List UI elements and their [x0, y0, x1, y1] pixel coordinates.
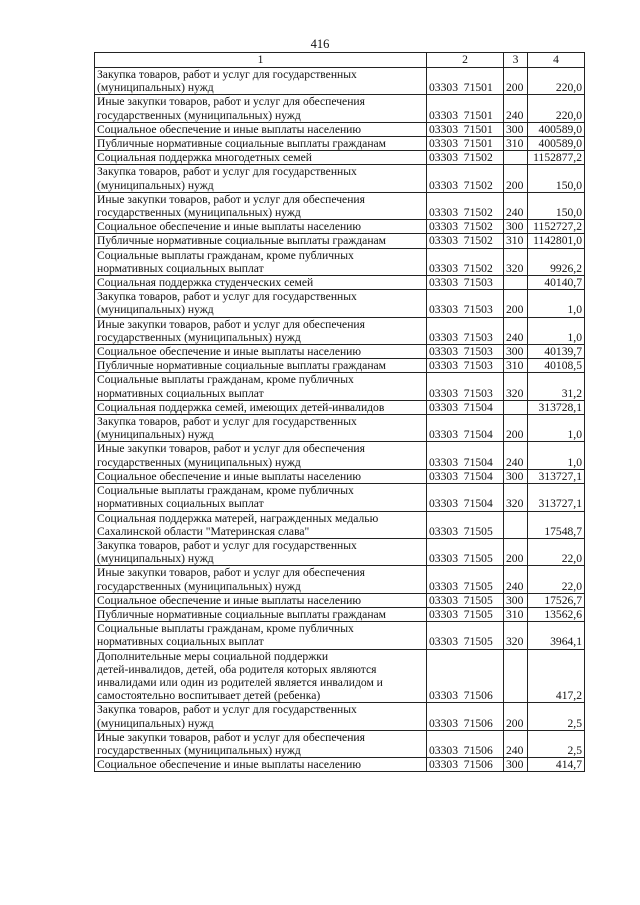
table-row: [95, 234, 585, 248]
expense-type-cell: 200: [504, 290, 528, 317]
target-code-cell: 03303 71502: [427, 165, 504, 192]
item-name-cell: Социальные выплаты гражданам, кроме публичных нормативных социальных выплат: [95, 622, 427, 649]
item-name-cell: Иные закупки товаров, работ и услуг для обеспечения государственных (муниципальных) нужд: [95, 192, 427, 219]
amount-cell: 2,5: [528, 703, 585, 730]
target-code-cell: 03303 71504: [427, 400, 504, 414]
amount-cell: 400589,0: [528, 137, 585, 151]
table-row: [95, 607, 585, 621]
table-row: [95, 415, 585, 442]
item-name-cell: Социальные выплаты гражданам, кроме публичных нормативных социальных выплат: [95, 373, 427, 400]
table-row: [95, 345, 585, 359]
table-row: [95, 373, 585, 400]
expense-type-cell: 200: [504, 415, 528, 442]
amount-cell: 220,0: [528, 68, 585, 95]
target-code-cell: 03303 71501: [427, 137, 504, 151]
item-name-cell: Социальное обеспечение и иные выплаты населению: [95, 122, 427, 136]
item-name-cell: Иные закупки товаров, работ и услуг для обеспечения государственных (муниципальных) нужд: [95, 730, 427, 757]
expense-type-cell: 320: [504, 484, 528, 511]
table-row: [95, 151, 585, 165]
item-name-cell: Иные закупки товаров, работ и услуг для обеспечения государственных (муниципальных) нужд: [95, 95, 427, 122]
target-code-cell: 03303 71502: [427, 220, 504, 234]
item-name-cell: Иные закупки товаров, работ и услуг для обеспечения государственных (муниципальных) нужд: [95, 317, 427, 344]
amount-cell: 417,2: [528, 649, 585, 703]
target-code-cell: 03303 71502: [427, 234, 504, 248]
item-name-cell: Иные закупки товаров, работ и услуг для обеспечения государственных (муниципальных) нужд: [95, 442, 427, 469]
item-name-cell: Социальные выплаты гражданам, кроме публичных нормативных социальных выплат: [95, 248, 427, 275]
item-name-cell: Закупка товаров, работ и услуг для государственных (муниципальных) нужд: [95, 538, 427, 565]
table-row: [95, 68, 585, 95]
target-code-cell: 03303 71505: [427, 538, 504, 565]
amount-cell: 1,0: [528, 290, 585, 317]
amount-cell: 1152877,2: [528, 151, 585, 165]
amount-cell: 150,0: [528, 165, 585, 192]
target-code-cell: 03303 71505: [427, 607, 504, 621]
item-name-cell: Социальное обеспечение и иные выплаты населению: [95, 469, 427, 483]
item-name-cell: Социальные выплаты гражданам, кроме публичных нормативных социальных выплат: [95, 484, 427, 511]
amount-cell: 1,0: [528, 317, 585, 344]
expense-type-cell: 300: [504, 469, 528, 483]
target-code-cell: 03303 71506: [427, 758, 504, 772]
expense-type-cell: 320: [504, 248, 528, 275]
target-code-cell: 03303 71506: [427, 649, 504, 703]
item-name-cell: Закупка товаров, работ и услуг для государственных (муниципальных) нужд: [95, 165, 427, 192]
target-code-cell: 03303 71501: [427, 68, 504, 95]
amount-cell: 40139,7: [528, 345, 585, 359]
amount-cell: 22,0: [528, 566, 585, 593]
item-name-cell: Социальная поддержка матерей, награжденных медалью Сахалинской области "Материнская слава": [95, 511, 427, 538]
item-name-cell: Закупка товаров, работ и услуг для государственных (муниципальных) нужд: [95, 68, 427, 95]
amount-cell: 1152727,2: [528, 220, 585, 234]
column-header: 4: [528, 53, 585, 68]
budget-table: [94, 52, 585, 772]
table-row: [95, 703, 585, 730]
target-code-cell: 03303 71503: [427, 345, 504, 359]
item-name-cell: Социальное обеспечение и иные выплаты населению: [95, 220, 427, 234]
target-code-cell: 03303 71503: [427, 359, 504, 373]
column-header: 1: [95, 53, 427, 68]
table-row: [95, 593, 585, 607]
amount-cell: 220,0: [528, 95, 585, 122]
expense-type-cell: 310: [504, 137, 528, 151]
expense-type-cell: 200: [504, 538, 528, 565]
expense-type-cell: 320: [504, 373, 528, 400]
expense-type-cell: 310: [504, 234, 528, 248]
target-code-cell: 03303 71503: [427, 276, 504, 290]
table-header-row: [95, 53, 585, 68]
target-code-cell: 03303 71506: [427, 703, 504, 730]
table-row: [95, 276, 585, 290]
target-code-cell: 03303 71503: [427, 373, 504, 400]
expense-type-cell: 200: [504, 68, 528, 95]
item-name-cell: Социальная поддержка студенческих семей: [95, 276, 427, 290]
table-row: [95, 248, 585, 275]
target-code-cell: 03303 71502: [427, 151, 504, 165]
expense-type-cell: 320: [504, 622, 528, 649]
amount-cell: 1,0: [528, 415, 585, 442]
amount-cell: 414,7: [528, 758, 585, 772]
expense-type-cell: 240: [504, 730, 528, 757]
target-code-cell: 03303 71504: [427, 469, 504, 483]
expense-type-cell: 300: [504, 345, 528, 359]
table-row: [95, 484, 585, 511]
table-row: [95, 730, 585, 757]
expense-type-cell: 240: [504, 442, 528, 469]
table-row: [95, 192, 585, 219]
item-name-cell: Публичные нормативные социальные выплаты гражданам: [95, 359, 427, 373]
expense-type-cell: 240: [504, 192, 528, 219]
target-code-cell: 03303 71504: [427, 442, 504, 469]
table-row: [95, 649, 585, 703]
amount-cell: 13562,6: [528, 607, 585, 621]
item-name-cell: Социальная поддержка семей, имеющих детей-инвалидов: [95, 400, 427, 414]
expense-type-cell: 240: [504, 317, 528, 344]
amount-cell: 31,2: [528, 373, 585, 400]
table-row: [95, 95, 585, 122]
column-header: 2: [427, 53, 504, 68]
target-code-cell: 03303 71502: [427, 248, 504, 275]
amount-cell: 17526,7: [528, 593, 585, 607]
target-code-cell: 03303 71505: [427, 622, 504, 649]
table-row: [95, 317, 585, 344]
expense-type-cell: 240: [504, 566, 528, 593]
table-row: [95, 622, 585, 649]
target-code-cell: 03303 71505: [427, 511, 504, 538]
expense-type-cell: [504, 400, 528, 414]
amount-cell: 9926,2: [528, 248, 585, 275]
item-name-cell: Дополнительные меры социальной поддержки детей-инвалидов, детей, оба родителя которых являются инвалидами или один из родителей является инвалидом и самостоятельно воспитывает детей (ребенка): [95, 649, 427, 703]
amount-cell: 3964,1: [528, 622, 585, 649]
amount-cell: 17548,7: [528, 511, 585, 538]
item-name-cell: Закупка товаров, работ и услуг для государственных (муниципальных) нужд: [95, 415, 427, 442]
table-row: [95, 165, 585, 192]
expense-type-cell: 300: [504, 122, 528, 136]
table-row: [95, 290, 585, 317]
amount-cell: 40140,7: [528, 276, 585, 290]
target-code-cell: 03303 71504: [427, 415, 504, 442]
table-row: [95, 359, 585, 373]
target-code-cell: 03303 71506: [427, 730, 504, 757]
target-code-cell: 03303 71505: [427, 566, 504, 593]
item-name-cell: Иные закупки товаров, работ и услуг для обеспечения государственных (муниципальных) нужд: [95, 566, 427, 593]
expense-type-cell: 300: [504, 758, 528, 772]
expense-type-cell: [504, 276, 528, 290]
target-code-cell: 03303 71501: [427, 95, 504, 122]
page-number: 416: [310, 37, 330, 51]
expense-type-cell: 310: [504, 359, 528, 373]
target-code-cell: 03303 71503: [427, 317, 504, 344]
amount-cell: 313727,1: [528, 469, 585, 483]
target-code-cell: 03303 71501: [427, 122, 504, 136]
target-code-cell: 03303 71502: [427, 192, 504, 219]
expense-type-cell: 200: [504, 703, 528, 730]
item-name-cell: Закупка товаров, работ и услуг для государственных (муниципальных) нужд: [95, 290, 427, 317]
expense-type-cell: 310: [504, 607, 528, 621]
amount-cell: 313728,1: [528, 400, 585, 414]
table-row: [95, 220, 585, 234]
table-row: [95, 511, 585, 538]
column-header: 3: [504, 53, 528, 68]
target-code-cell: 03303 71505: [427, 593, 504, 607]
target-code-cell: 03303 71503: [427, 290, 504, 317]
item-name-cell: Социальное обеспечение и иные выплаты населению: [95, 593, 427, 607]
table-row: [95, 758, 585, 772]
item-name-cell: Социальное обеспечение и иные выплаты населению: [95, 758, 427, 772]
amount-cell: 150,0: [528, 192, 585, 219]
table-row: [95, 442, 585, 469]
item-name-cell: Закупка товаров, работ и услуг для государственных (муниципальных) нужд: [95, 703, 427, 730]
amount-cell: 22,0: [528, 538, 585, 565]
table-row: [95, 137, 585, 151]
item-name-cell: Социальная поддержка многодетных семей: [95, 151, 427, 165]
table-row: [95, 122, 585, 136]
item-name-cell: Публичные нормативные социальные выплаты гражданам: [95, 234, 427, 248]
expense-type-cell: 200: [504, 165, 528, 192]
item-name-cell: Публичные нормативные социальные выплаты гражданам: [95, 607, 427, 621]
amount-cell: 1142801,0: [528, 234, 585, 248]
amount-cell: 40108,5: [528, 359, 585, 373]
table-row: [95, 469, 585, 483]
expense-type-cell: [504, 649, 528, 703]
table-row: [95, 566, 585, 593]
table-row: [95, 538, 585, 565]
amount-cell: 2,5: [528, 730, 585, 757]
amount-cell: 313727,1: [528, 484, 585, 511]
item-name-cell: Публичные нормативные социальные выплаты гражданам: [95, 137, 427, 151]
amount-cell: 1,0: [528, 442, 585, 469]
expense-type-cell: 240: [504, 95, 528, 122]
item-name-cell: Социальное обеспечение и иные выплаты населению: [95, 345, 427, 359]
expense-type-cell: 300: [504, 593, 528, 607]
expense-type-cell: 300: [504, 220, 528, 234]
amount-cell: 400589,0: [528, 122, 585, 136]
table-row: [95, 400, 585, 414]
expense-type-cell: [504, 151, 528, 165]
expense-type-cell: [504, 511, 528, 538]
target-code-cell: 03303 71504: [427, 484, 504, 511]
